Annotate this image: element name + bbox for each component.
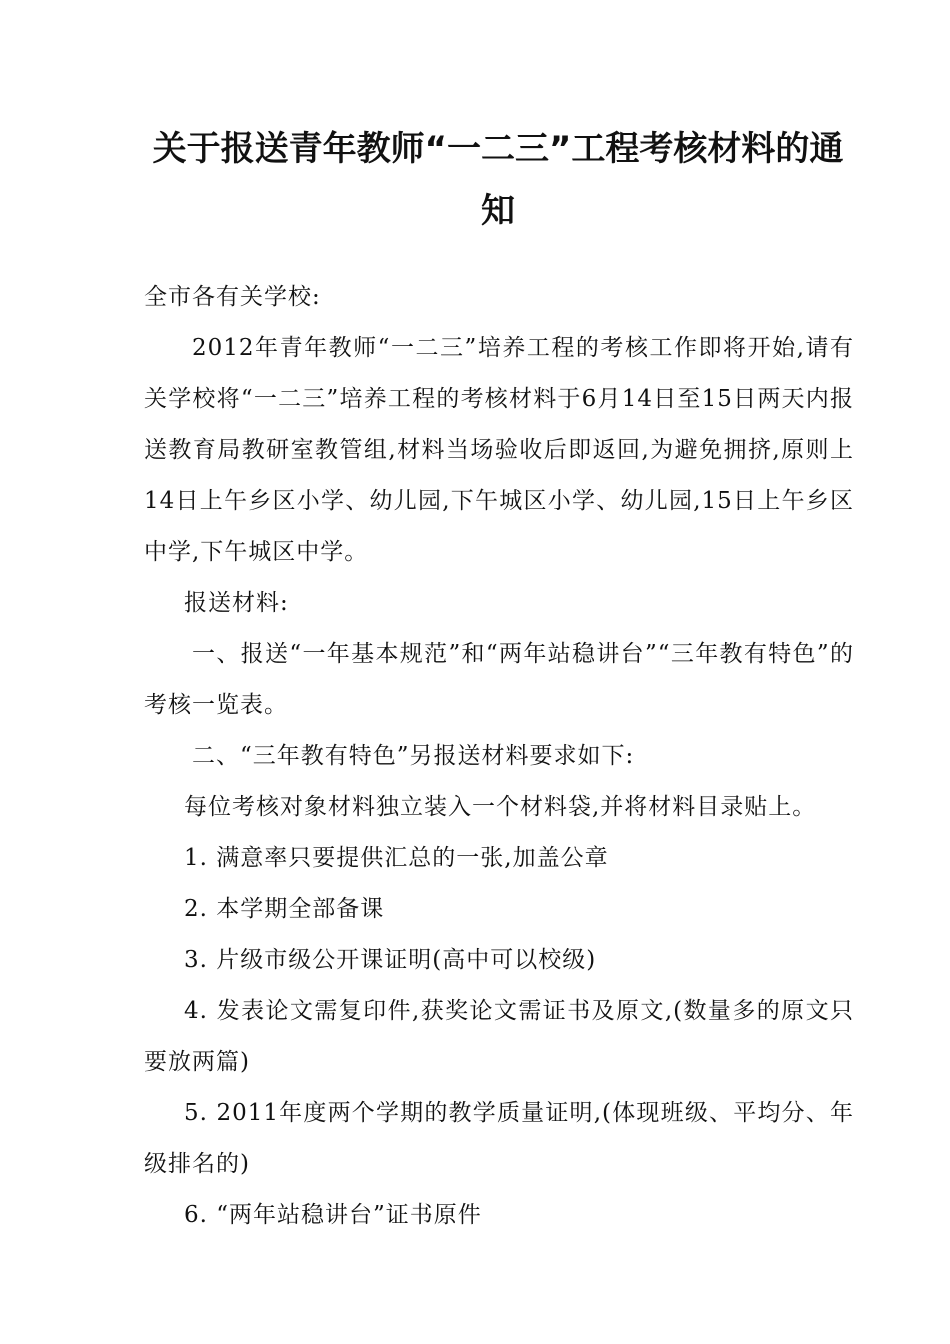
materials-heading: 报送材料:	[184, 590, 289, 616]
document-body	[144, 272, 854, 1241]
packaging-instruction: 每位考核对象材料独立装入一个材料袋,并将材料目录贴上。	[184, 794, 817, 820]
materials-item-one: 一、报送“一年基本规范”和“两年站稳讲台”“三年教有特色”的考核一览表。	[144, 641, 854, 718]
list-item: 1. 满意率只要提供汇总的一张,加盖公章	[184, 845, 609, 871]
list-item: 6. “两年站稳讲台”证书原件	[184, 1202, 482, 1228]
document-title: 关于报送青年教师“一二三”工程考核材料的通知	[152, 129, 844, 231]
list-item: 5. 2011年度两个学期的教学质量证明,(体现班级、平均分、年级排名的)	[144, 1100, 854, 1177]
intro-paragraph: 2012年青年教师“一二三”培养工程的考核工作即将开始,请有关学校将“一二三”培养工程的考核材料于6月14日至15日两天内报送教育局教研室教管组,材料当场验收后即返回,为避免拥挤,原则上14日上午乡区小学、幼儿园,下午城区小学、幼儿园,15日上午乡区中学,下午城区中学。	[144, 335, 854, 565]
list-item: 2. 本学期全部备课	[184, 896, 385, 922]
materials-item-two: 二、“三年教有特色”另报送材料要求如下:	[192, 743, 635, 769]
salutation: 全市各有关学校:	[144, 284, 321, 310]
list-item: 3. 片级市级公开课证明(高中可以校级)	[184, 947, 597, 973]
list-item: 4. 发表论文需复印件,获奖论文需证书及原文,(数量多的原文只要放两篇)	[144, 998, 854, 1075]
